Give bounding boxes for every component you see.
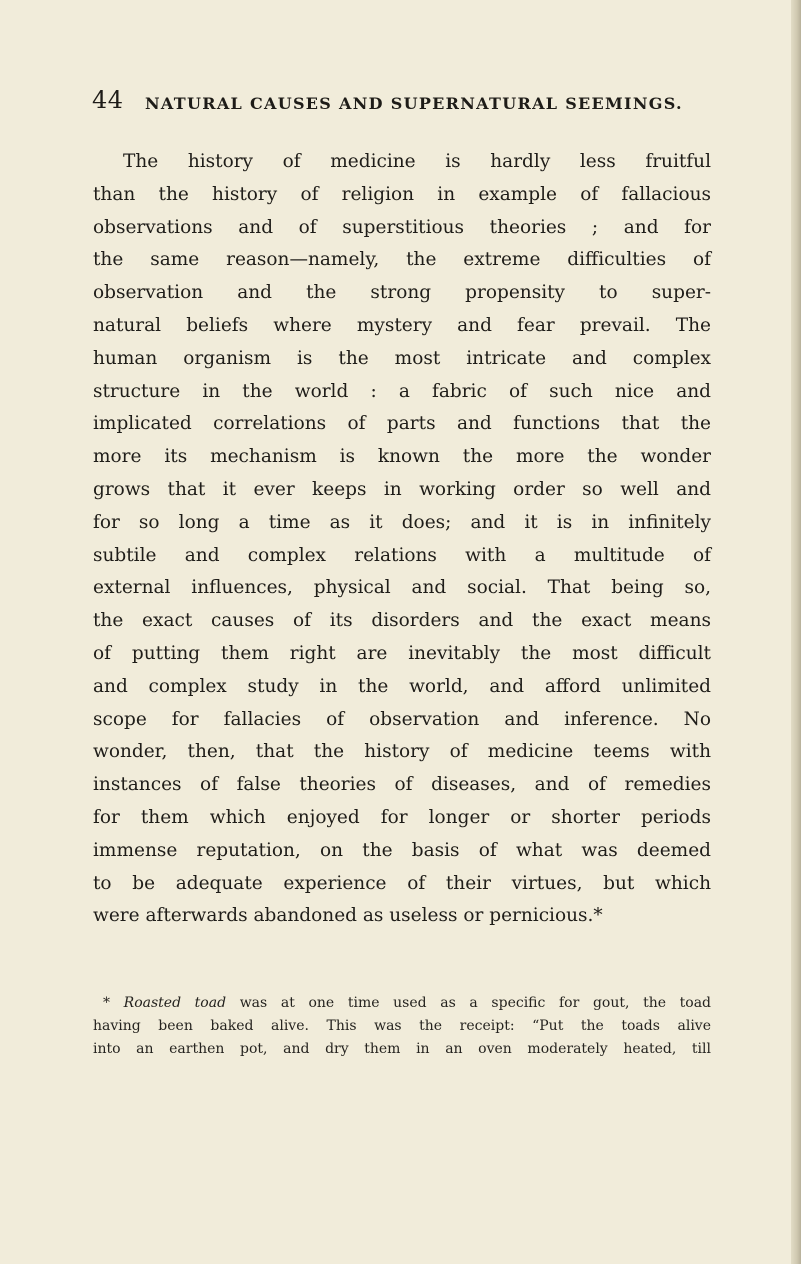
text-line: immense reputation, on the basis of what was deemed [93,839,711,861]
text-line: The history of medicine is hardly less fruitful [123,151,711,172]
text-line: observations and of superstitious theories ; and for [93,216,711,238]
text-line: external influences, physical and social. That being so, [93,577,711,599]
footnote-marker: * [103,995,124,1011]
text-line: natural beliefs where mystery and fear prevail. The [93,314,711,336]
text-line: grows that it ever keeps in working order so well and [93,478,711,500]
text-line: the same reason—namely, the extreme difficulties of [93,249,711,271]
page-header [92,88,712,120]
text-line: and complex study in the world, and afford unlimited [93,675,711,697]
footnote-first-line-text: was at one time used as a specific for gout, the toad [226,995,712,1011]
footnote-line: having been baked alive. This was the receipt: “Put the toads alive [93,1018,711,1035]
body-paragraph [93,146,711,933]
text-line: implicated correlations of parts and functions that the [93,413,711,435]
text-line: more its mechanism is known the more the wonder [93,446,711,468]
text-line: instances of false theories of diseases, and of remedies [93,774,711,796]
text-line: wonder, then, that the history of medicine teems with [93,741,711,763]
text-line: than the history of religion in example of fallacious [93,183,711,205]
text-line: observation and the strong propensity to super- [93,282,711,304]
text-line: scope for fallacies of observation and inference. No [93,708,711,730]
text-line: of putting them right are inevitably the most difficult [93,642,711,664]
text-line: for them which enjoyed for longer or shorter periods [93,806,711,828]
footnote-line [93,992,711,1015]
text-line: subtile and complex relations with a multitude of [93,544,711,566]
text-line: were afterwards abandoned as useless or pernicious.* [93,905,603,927]
text-line: structure in the world : a fabric of such nice and [93,380,711,402]
page-edge [791,0,801,1264]
footnote-italic-phrase: Roasted toad [123,995,227,1011]
text-line: human organism is the most intricate and complex [93,347,711,369]
footnote-line: into an earthen pot, and dry them in an oven moderately heated, till [93,1041,711,1058]
page-number: 44 [92,86,124,114]
running-head: NATURAL CAUSES AND SUPERNATURAL SEEMINGS. [145,94,683,113]
text-line: the exact causes of its disorders and the exact means [93,610,711,632]
text-line: to be adequate experience of their virtues, but which [93,872,711,894]
text-line: for so long a time as it does; and it is in infinitely [93,511,711,533]
footnote [93,992,711,1062]
